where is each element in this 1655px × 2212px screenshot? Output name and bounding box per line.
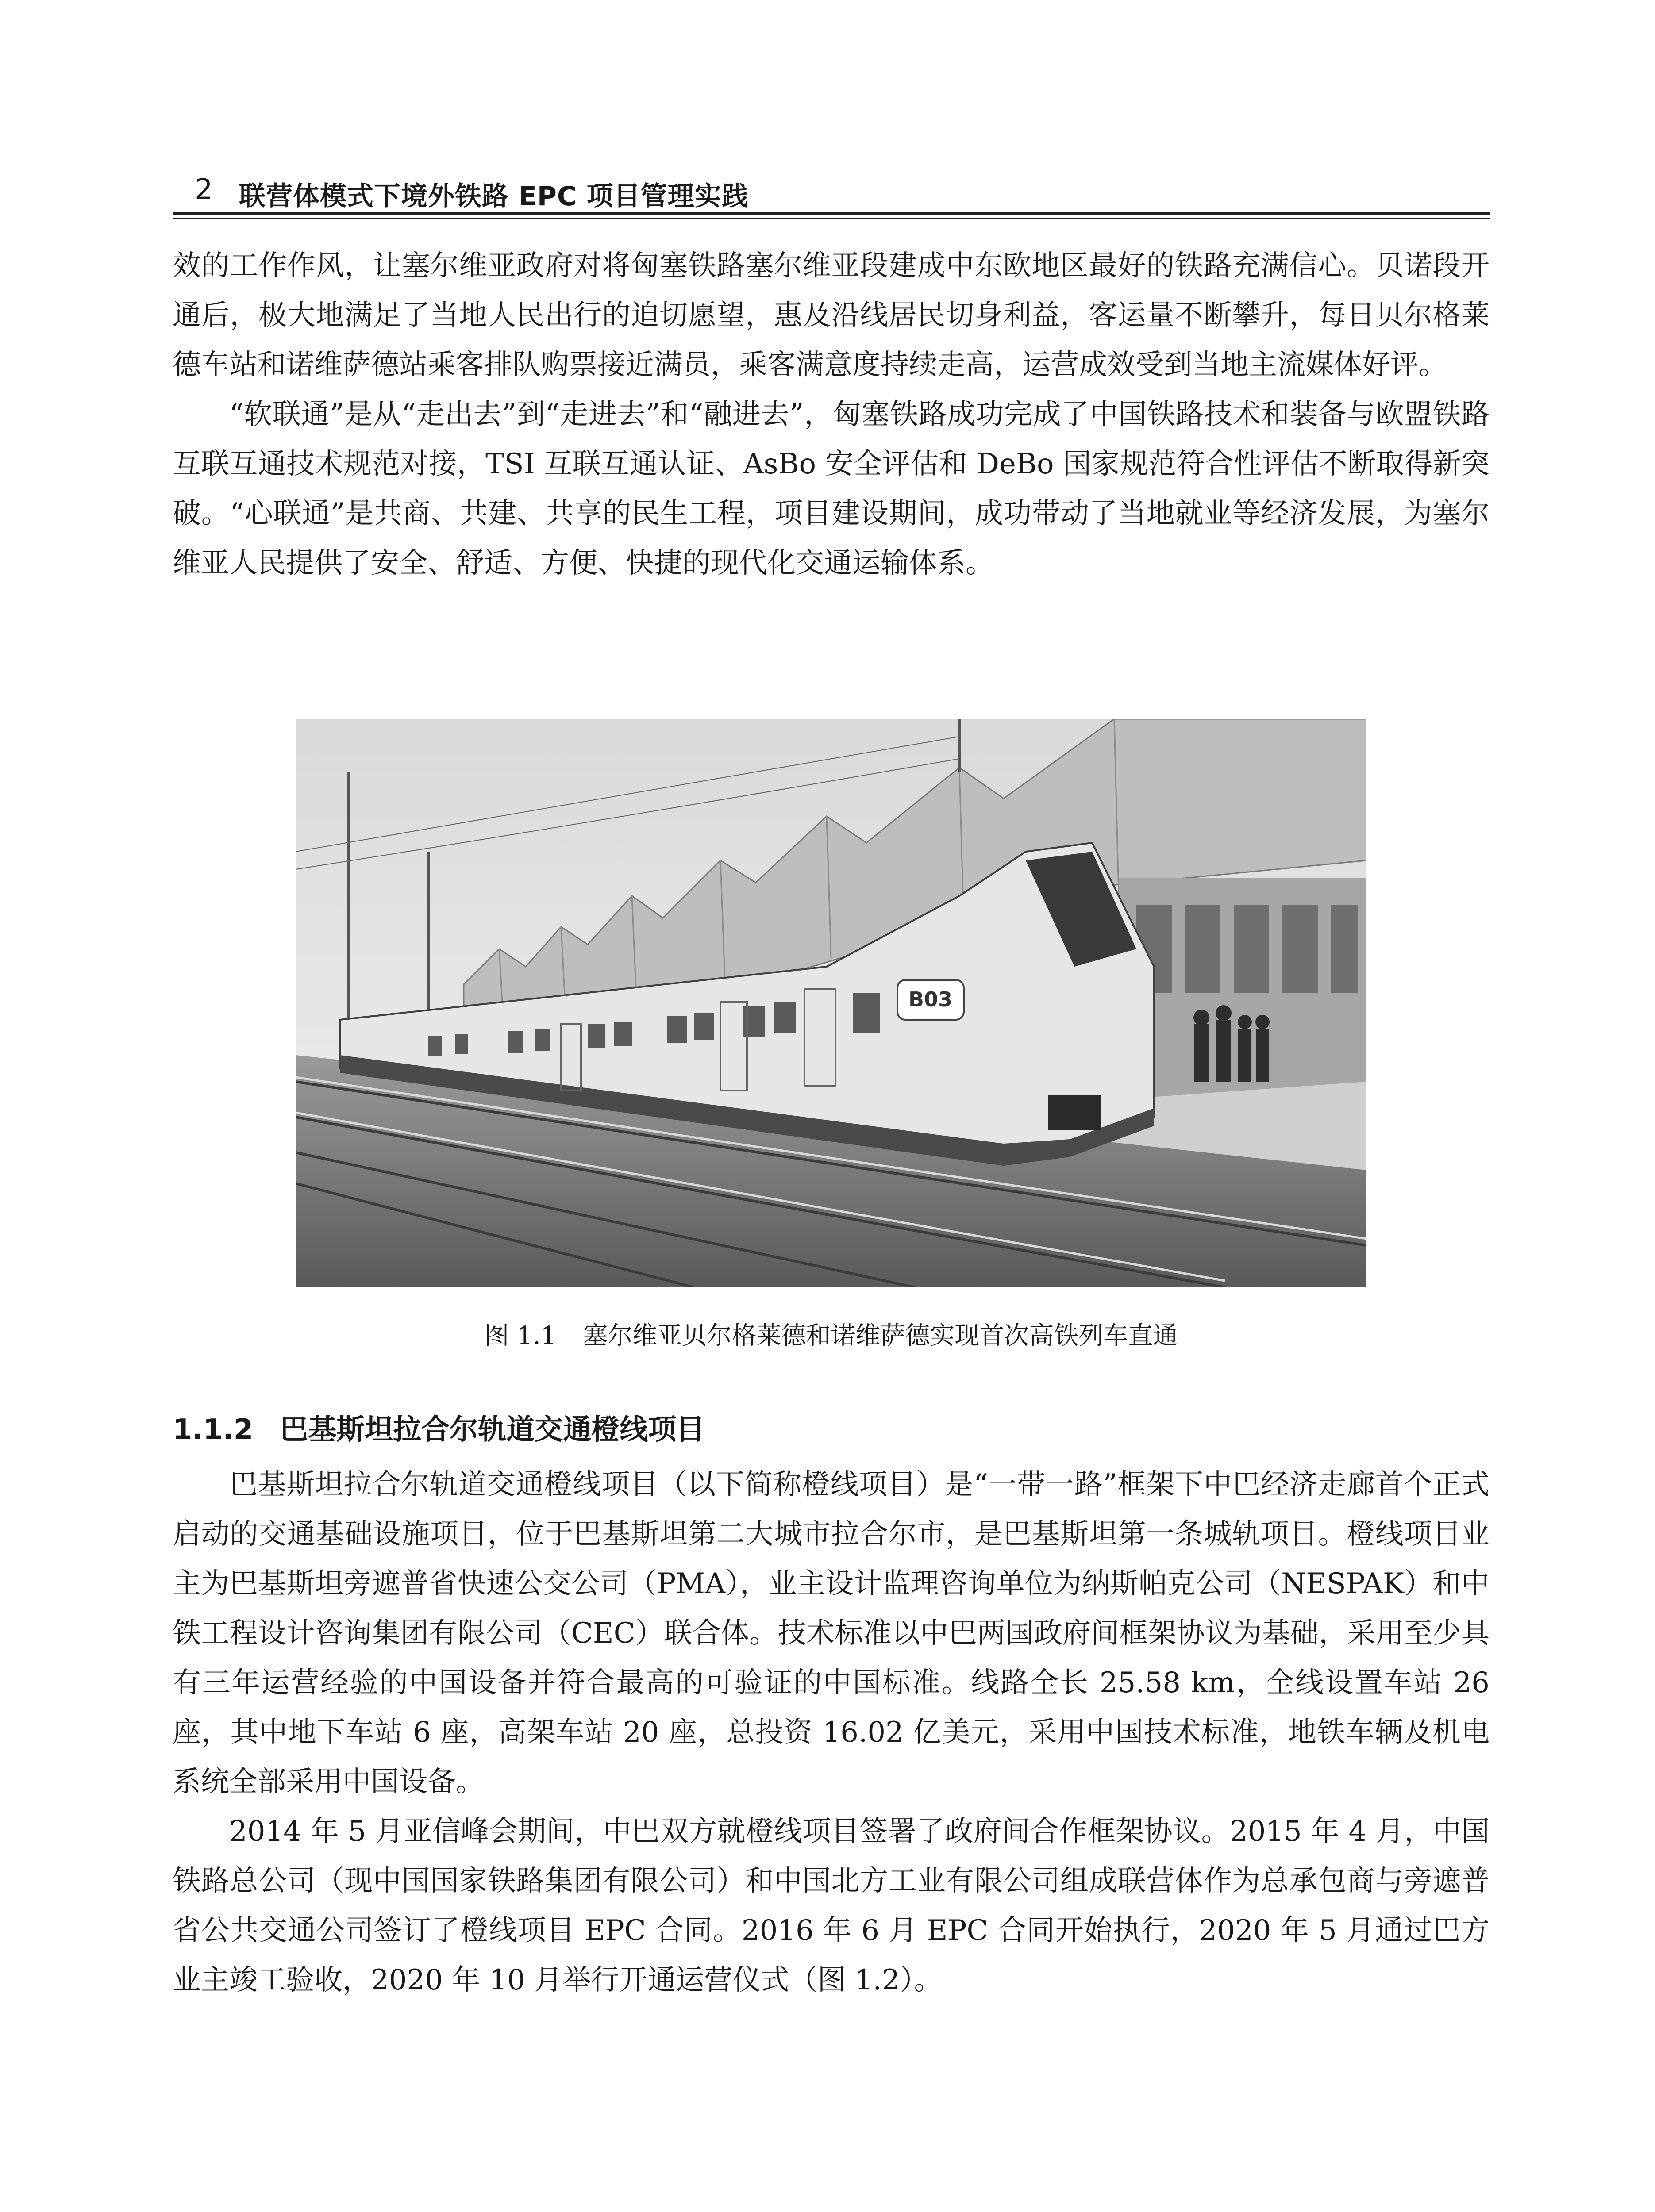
- section-number: 1.1.2: [173, 1413, 254, 1446]
- figure-caption-text: 塞尔维亚贝尔格莱德和诺维萨德实现首次高铁列车直通: [583, 1321, 1178, 1350]
- figure-train-photo: [296, 719, 1366, 1287]
- figure-caption: [173, 1316, 1490, 1352]
- paragraph: 巴基斯坦拉合尔轨道交通橙线项目（以下简称橙线项目）是“一带一路”框架下中巴经济走廊首个正式启动的交通基础设施项目，位于巴基斯坦第二大城市拉合尔市，是巴基斯坦第一条城轨项目。橙线项目业主为巴基斯坦旁遮普省快速公交公司（PMA），业主设计监理咨询单位为纳斯帕克公司（NESPAK）和中铁工程设计咨询集团有限公司（CEC）联合体。技术标准以中巴两国政府间框架协议为基础，采用至少具有三年运营经验的中国设备并符合最高的可验证的中国标准。线路全长 25.58 km，全线设置车站 26 座，其中地下车站 6 座，高架车站 20 座，总投资 16.02 亿美元，采用中国技术标准，地铁车辆及机电系统全部采用中国设备。: [173, 1468, 1490, 1798]
- figure-label: 图 1.1: [484, 1321, 557, 1350]
- page-header: [173, 169, 1490, 212]
- top-text-block: [173, 241, 1490, 588]
- page-number: 2: [195, 173, 213, 206]
- train-photo-image: [296, 719, 1366, 1287]
- running-title: 联营体模式下境外铁路 EPC 项目管理实践: [239, 181, 749, 212]
- paragraph: “软联通”是从“走出去”到“走进去”和“融进去”，匈塞铁路成功完成了中国铁路技术和装备与欧盟铁路互联互通技术规范对接，TSI 互联互通认证、AsBo 安全评估和 DeBo 国家规范符合性评估不断取得新突破。“心联通”是共商、共建、共享的民生工程，项目建设期间，成功带动了当地就业等经济发展，为塞尔维亚人民提供了安全、舒适、方便、快捷的现代化交通运输体系。: [173, 398, 1490, 580]
- header-rule-thick: [173, 212, 1490, 215]
- paragraph: 2014 年 5 月亚信峰会期间，中巴双方就橙线项目签署了政府间合作框架协议。2015 年 4 月，中国铁路总公司（现中国国家铁路集团有限公司）和中国北方工业有限公司组成联营体作为总承包商与旁遮普省公共交通公司签订了橙线项目 EPC 合同。2016 年 6 月 EPC 合同开始执行，2020 年 5 月通过巴方业主竣工验收，2020 年 10 月举行开通运营仪式（图 1.2）。: [173, 1815, 1490, 1997]
- section-heading: [173, 1407, 704, 1448]
- train-logo: B03: [908, 987, 953, 1011]
- bottom-text-block: [173, 1460, 1490, 2005]
- section-title: 巴基斯坦拉合尔轨道交通橙线项目: [280, 1413, 705, 1446]
- paragraph-continued: 效的工作作风，让塞尔维亚政府对将匈塞铁路塞尔维亚段建成中东欧地区最好的铁路充满信心。贝诺段开通后，极大地满足了当地人民出行的迫切愿望，惠及沿线居民切身利益，客运量不断攀升，每日贝尔格莱德车站和诺维萨德站乘客排队购票接近满员，乘客满意度持续走高，运营成效受到当地主流媒体好评。: [173, 250, 1490, 381]
- header-rule-thin: [173, 218, 1490, 219]
